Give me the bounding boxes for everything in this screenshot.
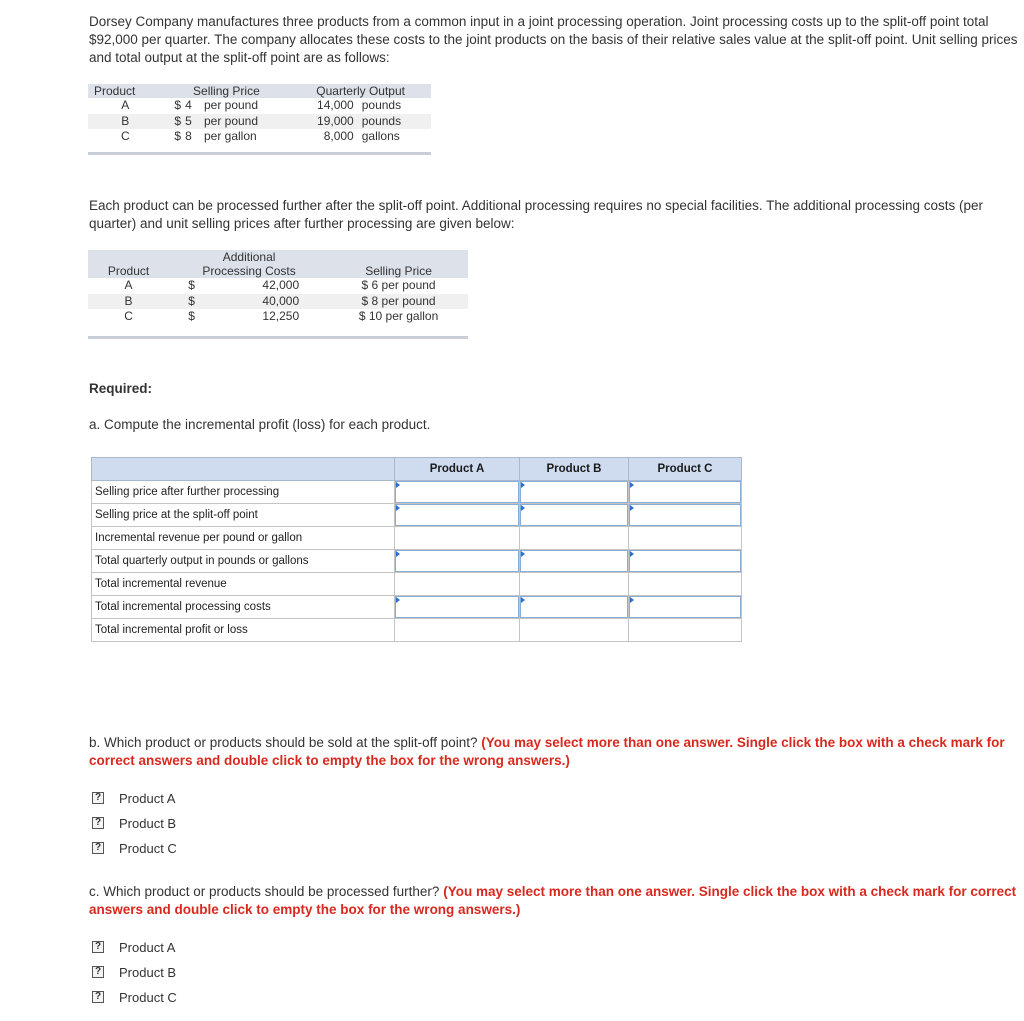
part-b-option-b-label: Product B [119, 815, 177, 831]
grid-computed-cell-product-c [629, 573, 742, 596]
t2-currency: $ [188, 278, 195, 292]
t1-output-unit: gallons [361, 129, 400, 143]
grid-computed-cell-product-a [395, 527, 520, 550]
col-product: Product [88, 264, 169, 278]
grid-input-product-b[interactable] [520, 481, 628, 503]
t1-output: 14,000 [317, 98, 354, 112]
grid-header-product-a: Product A [395, 458, 520, 481]
t1-product: B [88, 114, 163, 130]
grid-cell [629, 504, 742, 527]
input-marker-icon [630, 482, 634, 488]
col-selling-price: Selling Price [163, 84, 291, 98]
part-c-option-c-label: Product C [119, 989, 177, 1005]
grid-input-product-a[interactable] [395, 550, 519, 572]
t1-output-unit: pounds [356, 114, 431, 130]
t1-currency: $ [174, 98, 182, 112]
grid-row-label: Total quarterly output in pounds or gallons [92, 550, 395, 573]
t1-price: 4 [185, 98, 192, 112]
input-marker-icon [521, 551, 525, 557]
part-b-option-a-label: Product A [119, 790, 176, 806]
t2-cost: 40,000 [199, 294, 329, 310]
input-marker-icon [396, 505, 400, 511]
part-b-instruction: (You may select more than one answer. Single click the box with a check mark for correct answers and double click to empty the box for the wrong answers.) [89, 735, 1005, 768]
further-processing-table [88, 250, 468, 325]
grid-row [92, 619, 742, 642]
t1-price: 5 [183, 114, 198, 130]
t1-price-unit: per gallon [203, 129, 257, 143]
grid-row-label: Incremental revenue per pound or gallon [92, 527, 395, 550]
grid-input-product-c[interactable] [629, 504, 741, 526]
grid-computed-cell-product-c [629, 527, 742, 550]
grid-cell [395, 596, 520, 619]
input-marker-icon [630, 505, 634, 511]
required-heading: Required: [89, 381, 153, 396]
input-marker-icon [396, 597, 400, 603]
grid-computed-cell-product-c [629, 619, 742, 642]
grid-cell [395, 504, 520, 527]
grid-corner [92, 458, 395, 481]
grid-input-product-c[interactable] [629, 596, 741, 618]
t2-product: A [124, 278, 133, 292]
grid-cell [520, 481, 629, 504]
input-marker-icon [521, 482, 525, 488]
grid-input-product-b[interactable] [520, 550, 628, 572]
col-additional: Additional [169, 250, 329, 264]
part-c-instruction: (You may select more than one answer. Single click the box with a check mark for correct answers and double click to empty the box for the wrong answers.) [89, 884, 1017, 917]
grid-input-product-c[interactable] [629, 550, 741, 572]
t2-cost: 12,250 [262, 309, 300, 323]
grid-header-product-c: Product C [629, 458, 742, 481]
grid-input-product-a[interactable] [395, 481, 519, 503]
grid-header-product-b: Product B [520, 458, 629, 481]
further-processing-paragraph: Each product can be processed further after the split-off point. Additional processing requires no special facilities. The additional processing costs (per quarter) and unit selling prices after further processing are given below: [89, 198, 983, 231]
grid-computed-cell-product-a [395, 573, 520, 596]
part-a-question: a. Compute the incremental profit (loss) for each product. [89, 417, 431, 432]
part-b-option-c-label: Product C [119, 840, 177, 856]
grid-cell [395, 550, 520, 573]
grid-cell [520, 596, 629, 619]
part-b-checkbox-b[interactable]: ? [92, 817, 104, 829]
incremental-profit-grid [91, 457, 742, 642]
part-c-option-b-label: Product B [119, 964, 177, 980]
part-b-checkbox-a[interactable]: ? [92, 792, 104, 804]
t1-output: 19,000 [290, 114, 355, 130]
part-b-question-text: b. Which product or products should be sold at the split-off point? [89, 735, 478, 750]
t2-currency: $ [169, 294, 199, 310]
grid-row-label: Selling price after further processing [92, 481, 395, 504]
grid-cell [395, 481, 520, 504]
part-c-checkbox-c[interactable]: ? [92, 991, 104, 1003]
grid-cell [629, 596, 742, 619]
t1-product: C [120, 129, 130, 143]
intro-paragraph: Dorsey Company manufactures three products from a common input in a joint processing operation. Joint processing costs up to the split-off point total $92,000 per quarter. The company allocates these costs to the joint products on the basis of their relative sales value at the split-off point. Unit selling prices and total output at the split-off point are as follows: [89, 14, 1018, 65]
input-marker-icon [396, 482, 400, 488]
input-marker-icon [521, 505, 525, 511]
t1-output-unit: pounds [361, 98, 402, 112]
t2-price: $ 6 per pound [361, 278, 436, 292]
part-c-option-c[interactable] [92, 989, 177, 1005]
input-marker-icon [630, 597, 634, 603]
grid-cell [629, 481, 742, 504]
part-c-checkbox-b[interactable]: ? [92, 966, 104, 978]
grid-input-product-a[interactable] [395, 504, 519, 526]
grid-computed-cell-product-b [520, 619, 629, 642]
grid-computed-cell-product-b [520, 573, 629, 596]
part-c-question-text: c. Which product or products should be processed further? [89, 884, 440, 899]
grid-row-label: Selling price at the split-off point [92, 504, 395, 527]
t2-product: C [124, 309, 133, 323]
part-c-option-b[interactable] [92, 964, 176, 980]
t1-currency: $ [163, 114, 184, 130]
part-b-option-a[interactable] [92, 790, 175, 806]
t1-price-unit: per pound [198, 114, 290, 130]
part-b-checkbox-c[interactable]: ? [92, 842, 104, 854]
grid-input-product-b[interactable] [520, 504, 628, 526]
split-off-table [88, 84, 431, 145]
part-c-option-a-label: Product A [119, 939, 176, 955]
grid-row-label: Total incremental revenue [92, 573, 395, 596]
part-b-option-b[interactable] [92, 815, 176, 831]
grid-computed-cell-product-a [395, 619, 520, 642]
input-marker-icon [630, 551, 634, 557]
grid-row-label: Total incremental profit or loss [92, 619, 395, 642]
col-processing-costs: Processing Costs [169, 264, 329, 278]
grid-input-product-a[interactable] [395, 596, 519, 618]
t2-currency: $ [188, 309, 195, 323]
grid-cell [520, 504, 629, 527]
grid-row [92, 573, 742, 596]
col-quarterly-output: Quarterly Output [290, 84, 431, 98]
grid-row [92, 504, 742, 527]
table2-divider [88, 336, 468, 339]
part-c-checkbox-a[interactable]: ? [92, 941, 104, 953]
grid-row-label: Total incremental processing costs [92, 596, 395, 619]
t2-price: $ 10 per gallon [358, 309, 439, 323]
table1-divider [88, 152, 431, 155]
t1-output: 8,000 [323, 129, 354, 143]
col-product: Product [88, 84, 163, 98]
grid-row [92, 481, 742, 504]
t1-product: A [121, 98, 130, 112]
grid-cell [520, 550, 629, 573]
part-c-option-a[interactable] [92, 939, 175, 955]
input-marker-icon [521, 597, 525, 603]
grid-computed-cell-product-b [520, 527, 629, 550]
part-c-question [89, 883, 1019, 919]
t2-cost: 42,000 [262, 278, 300, 292]
t1-price-unit: per pound [203, 98, 259, 112]
grid-row [92, 596, 742, 619]
t1-price: 8 [185, 129, 192, 143]
grid-row [92, 550, 742, 573]
t2-price: $ 8 per pound [329, 294, 468, 310]
grid-input-product-c[interactable] [629, 481, 741, 503]
grid-cell [629, 550, 742, 573]
input-marker-icon [396, 551, 400, 557]
col-selling-price-after: Selling Price [329, 264, 468, 278]
grid-input-product-b[interactable] [520, 596, 628, 618]
grid-row [92, 527, 742, 550]
t2-product: B [88, 294, 169, 310]
t1-currency: $ [174, 129, 182, 143]
part-b-option-c[interactable] [92, 840, 177, 856]
part-b-question [89, 734, 1019, 770]
